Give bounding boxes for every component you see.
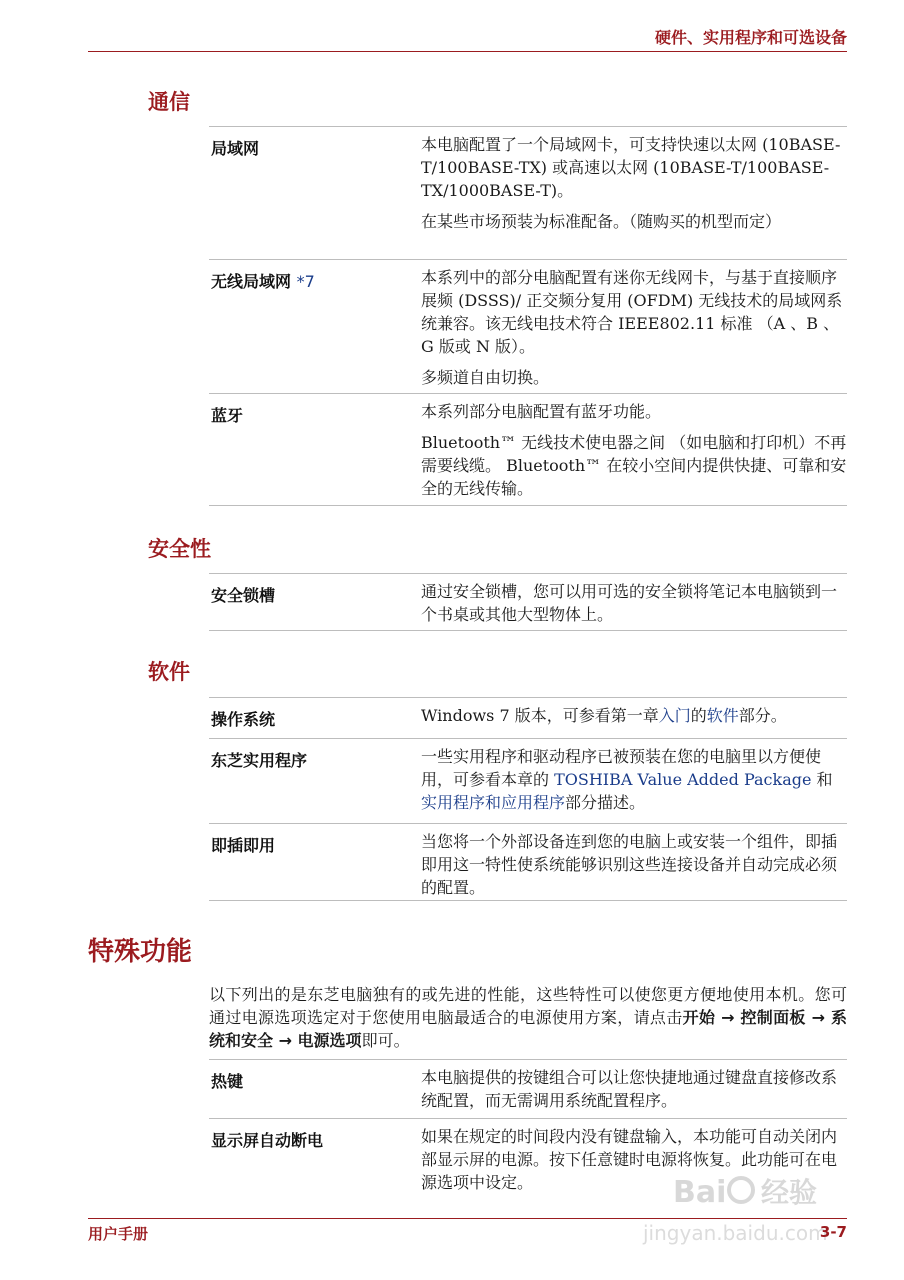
desc-wlan-p2: 多频道自由切换。 [421, 368, 550, 387]
desc-utils-text-3: 部分描述。 [565, 793, 646, 812]
desc-plug-and-play-p1: 当您将一个外部设备连到您的电脑上或安装一个组件，即插即用这一特性使系统能够识别这些连接设备并自动完成必须的配置。 [421, 832, 838, 897]
communication-table [209, 126, 847, 506]
desc-bluetooth-p1: 本系列部分电脑配置有蓝牙功能。 [421, 402, 662, 421]
desc-os-text: Windows 7 版本，可参看第一章 [421, 706, 659, 725]
desc-os [421, 704, 847, 727]
svg-text:经验: 经验 [761, 1176, 818, 1209]
term-wlan-label: 无线局域网 [211, 272, 292, 291]
footnote-ref-link[interactable]: *7 [296, 272, 315, 291]
desc-bluetooth [421, 400, 847, 500]
desc-security-lock-p1: 通过安全锁槽，您可以用可选的安全锁将笔记本电脑锁到一个书桌或其他大型物体上。 [421, 582, 838, 624]
section-heading-software: 软件 [148, 660, 190, 684]
desc-toshiba-utilities-p1 [421, 745, 847, 814]
link-getting-started[interactable]: 入门 [658, 706, 691, 725]
footer-page-number: 3-7 [819, 1223, 847, 1241]
desc-security-lock [421, 580, 847, 626]
table-row-lan [209, 126, 847, 259]
special-features-intro [209, 983, 847, 1052]
term-plug-and-play: 即插即用 [211, 836, 276, 855]
desc-lan-p1: 本电脑配置了一个局域网卡，可支持快速以太网 (10BASE-T/100BASE-TX) 或高速以太网 (10BASE-T/100BASE-TX/1000BASE-T)。 [421, 135, 841, 200]
desc-os-p1 [421, 704, 847, 727]
svg-text:Bai: Bai [673, 1175, 727, 1210]
term-lan: 局域网 [211, 139, 260, 158]
desc-hotkeys [421, 1066, 847, 1112]
baidu-jingyan-watermark-logo [615, 1160, 855, 1270]
desc-utils-text-2: 和 [811, 770, 833, 789]
table-row-bluetooth [209, 393, 847, 506]
table-row-toshiba-utilities [209, 738, 847, 823]
svg-text:jingyan.baidu.com: jingyan.baidu.com [643, 1221, 828, 1245]
term-security-lock: 安全锁槽 [211, 586, 276, 605]
section-heading-special-features: 特殊功能 [88, 937, 193, 967]
desc-os-text-3: 部分。 [738, 706, 787, 725]
desc-utils-text: 一些实用程序和驱动程序已被预装在您的电脑里以方便使用，可参看本章的 [421, 747, 822, 789]
term-hotkeys: 热键 [211, 1072, 244, 1091]
security-table [209, 573, 847, 631]
desc-bluetooth-p2: Bluetooth™ 无线技术使电器之间 （如电脑和打印机）不再需要线缆。 Bluetooth™ 在较小空间内提供快捷、可靠和安全的无线传输。 [421, 433, 847, 498]
table-row-os [209, 697, 847, 738]
table-row-security-lock [209, 573, 847, 631]
desc-wlan [421, 266, 847, 389]
section-heading-communication: 通信 [148, 90, 190, 114]
desc-hotkeys-p1: 本电脑提供的按键组合可以让您快捷地通过键盘直接修改系统配置，而无需调用系统配置程序。 [421, 1068, 838, 1110]
desc-display-auto-off-p1: 如果在规定的时间段内没有键盘输入，本功能可自动关闭内部显示屏的电源。按下任意键时电源将恢复。此功能可在电源选项中设定。 [421, 1127, 838, 1192]
table-row-wlan [209, 259, 847, 393]
intro-text: 以下列出的是东芝电脑独有的或先进的性能，这些特性可以使您更方便地使用本机。您可通过电源选项选定对于您使用电脑最适合的电源使用方案，请点击 [209, 985, 847, 1027]
footer-rule [88, 1218, 847, 1219]
running-header-title: 硬件、实用程序和可选设备 [654, 28, 847, 47]
table-row-plug-and-play [209, 823, 847, 901]
link-software[interactable]: 软件 [706, 706, 739, 725]
desc-lan [421, 133, 847, 233]
intro-text-2: 即可。 [361, 1031, 410, 1050]
term-os: 操作系统 [211, 710, 276, 729]
header-rule [88, 51, 847, 52]
term-display-auto-off: 显示屏自动断电 [211, 1131, 324, 1150]
term-bluetooth: 蓝牙 [211, 406, 244, 425]
desc-toshiba-utilities [421, 745, 847, 814]
section-heading-security: 安全性 [148, 537, 211, 561]
desc-lan-p2: 在某些市场预装为标准配备。（随购买的机型而定） [421, 212, 782, 231]
desc-wlan-p1: 本系列中的部分电脑配置有迷你无线网卡，与基于直接顺序展频 (DSSS)/ 正交频分复用 (OFDM) 无线技术的局域网系统兼容。该无线电技术符合 IEEE802.11 标准 （A 、B 、G 版或 N 版）。 [421, 268, 843, 356]
term-wlan [211, 269, 315, 292]
link-toshiba-value-added-package[interactable]: TOSHIBA Value Added Package [554, 770, 812, 789]
desc-plug-and-play [421, 830, 847, 899]
power-options-path: 开始 → 控制面板 → 系统和安全 → 电源选项 [209, 1008, 847, 1050]
watermark-logo-graphic [615, 1160, 855, 1270]
software-table [209, 697, 847, 901]
desc-os-text-2: 的 [690, 706, 707, 725]
term-toshiba-utilities: 东芝实用程序 [211, 751, 308, 770]
footer-manual-title: 用户手册 [88, 1225, 149, 1243]
link-utilities-and-applications[interactable]: 实用程序和应用程序 [421, 793, 566, 812]
table-row-hotkeys [209, 1059, 847, 1118]
